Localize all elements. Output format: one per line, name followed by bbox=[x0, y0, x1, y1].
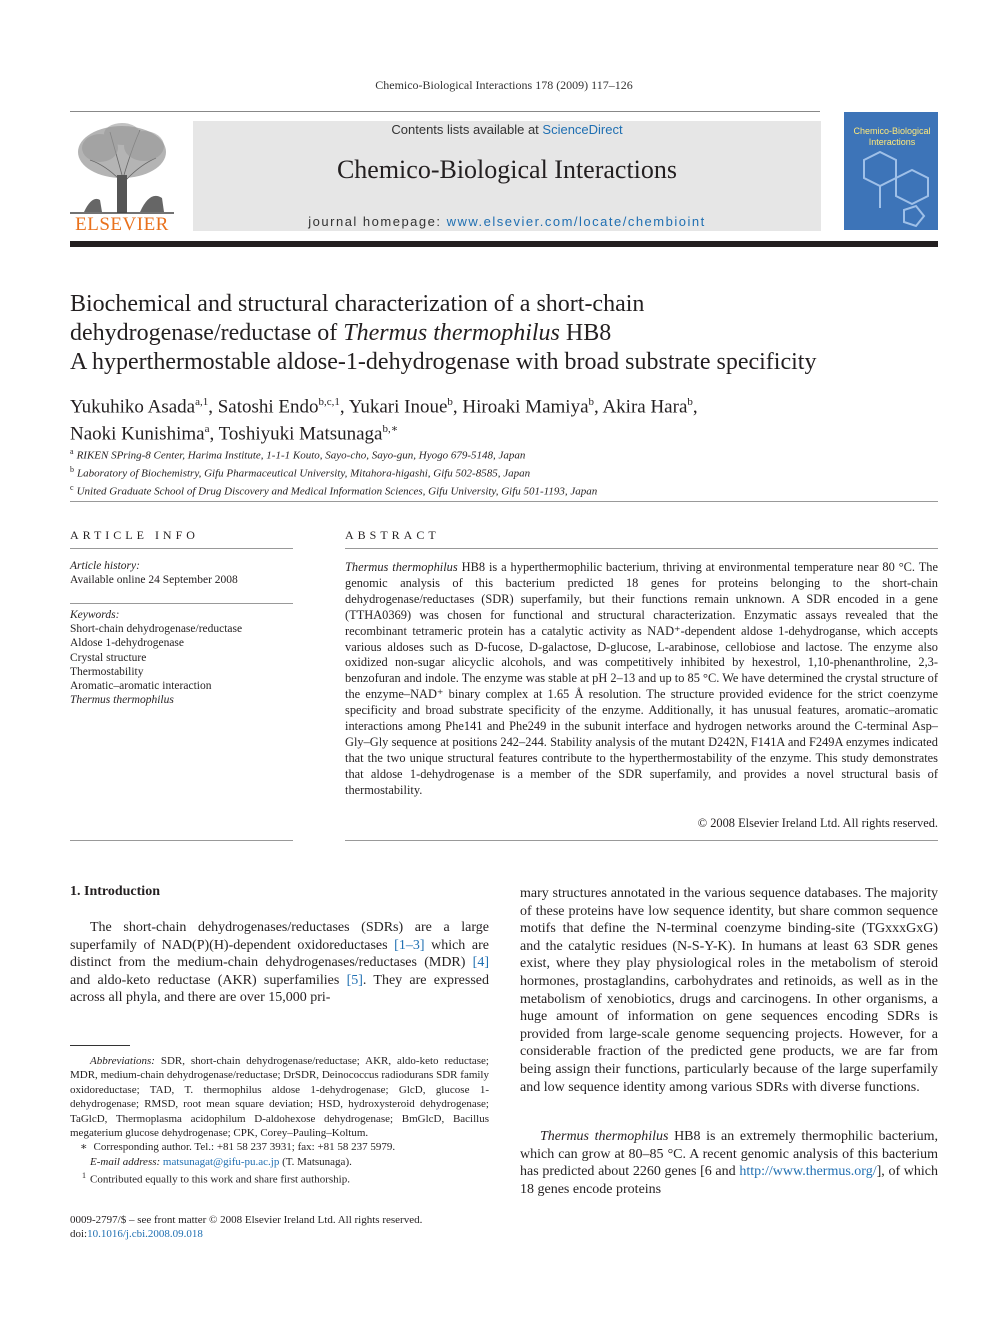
section-heading: 1. Introduction bbox=[70, 884, 160, 899]
header-thick-rule bbox=[70, 241, 938, 247]
doi-link[interactable]: 10.1016/j.cbi.2008.09.018 bbox=[87, 1228, 203, 1241]
affiliation-text: RIKEN SPring-8 Center, Harima Institute, 1-1-1 Kouto, Sayo-cho, Sayo-gun, Hyogo 679-5148, Japan bbox=[76, 449, 526, 462]
title-line-2 bbox=[70, 319, 950, 348]
abstract-species: Thermus thermophilus bbox=[345, 560, 458, 574]
abstract-body bbox=[345, 560, 938, 799]
doi-label: doi: bbox=[70, 1228, 88, 1241]
contrib-note bbox=[70, 1169, 489, 1187]
thermus-link[interactable]: http://www.thermus.org/ bbox=[739, 1164, 877, 1180]
text: The short-chain dehydrogenases/reductases (SDRs) are a large superfamily of NAD(P)(H)-dependent oxidoreductases bbox=[70, 920, 489, 953]
front-matter-text: 0009-2797/$ – see front matter © 2008 Elsevier Ireland Ltd. All rights reserved. bbox=[70, 1214, 423, 1226]
email-link[interactable]: matsunagat@gifu-pu.ac.jp bbox=[162, 1155, 280, 1168]
author-name[interactable]: Toshiyuki Matsunaga bbox=[218, 423, 383, 445]
article-info-heading: ARTICLE INFO bbox=[70, 528, 199, 542]
author-sep: , bbox=[594, 396, 603, 418]
affiliations bbox=[70, 445, 950, 499]
journal-title: Chemico-Biological Interactions bbox=[336, 155, 678, 184]
article-title bbox=[70, 290, 950, 377]
keyword: Thermostability bbox=[70, 665, 144, 678]
journal-citation: Chemico-Biological Interactions 178 (2009) 117–126 bbox=[375, 78, 633, 92]
species-name: Thermus thermophilus bbox=[540, 1129, 669, 1144]
author-name[interactable]: Yukuhiko Asada bbox=[70, 396, 196, 418]
author-line-1 bbox=[70, 391, 950, 418]
corresponding-note bbox=[70, 1140, 489, 1154]
homepage-prefix: journal homepage: bbox=[308, 214, 447, 229]
author-sep: , bbox=[452, 396, 463, 418]
cover-title: Chemico-Biological Interactions bbox=[853, 126, 931, 147]
divider bbox=[70, 603, 293, 604]
molecule-icon bbox=[844, 150, 938, 230]
author-name[interactable]: Hiroaki Mamiya bbox=[462, 396, 589, 418]
author-sup[interactable]: a,1 bbox=[195, 396, 209, 408]
tree-icon bbox=[70, 120, 174, 215]
intro-paragraph-right bbox=[520, 885, 938, 1096]
divider bbox=[70, 501, 938, 502]
keyword: Thermus thermophilus bbox=[70, 694, 174, 707]
reference-link[interactable]: [1–3] bbox=[394, 937, 425, 953]
article-history bbox=[70, 559, 293, 587]
text: HB8 is an extremely thermophilic bacterium, which can grow at 80–85 °C. A recent genomic analysis of this bacterium has predicted about 2260 genes [6 and bbox=[520, 1129, 938, 1180]
contents-prefix: Contents lists available at bbox=[391, 122, 543, 137]
abbrev-label: Abbreviations: bbox=[90, 1055, 155, 1067]
reference-link[interactable]: [4] bbox=[472, 955, 489, 971]
header-rule bbox=[70, 111, 820, 112]
affiliation-text: Laboratory of Biochemistry, Gifu Pharmaceutical University, Mitahora-higashi, Gifu 502-8585, Japan bbox=[77, 467, 531, 480]
contents-line bbox=[193, 122, 821, 137]
keywords bbox=[70, 608, 293, 707]
abstract-text: HB8 is a hyperthermophilic bacterium, thriving at environmental temperature near 80 °C. The genomic analysis of this bacterium predicted 18 genes for proteins belonging to the short-chain dehydrogenase/reductases (SDR) superfamily, but their functions remain unknown. A SDR encoded in a gene (TTHA0369) was chosen for functional and structural characterization. Enzymatic assays revealed that the recombinant tetrameric protein has a catalytic activity as NAD⁺-dependent aldose 1-dehydroganse, which accepts various aldoses such as D-fucose, D-galactose, D-glucose, L-arabinose, cellobiose and lactose. The enzyme also oxidized non-sugar alicyclic alcohols, and was competitively inhibited by hexestrol, 1,10-phenanthroline, 2,3-benzofuran and indole. The enzyme was stable at pH 2–13 and up to 85 °C. We have determined the crystal structure of the enzyme–NAD⁺ binary complex at 1.65 Å resolution. The structure provided evidence for the strict coenzyme specificity and broad substrate specificity of the enzyme. Additionally, it has unusual features, aromatic–aromatic interactions among Phe141 and Phe249 in the subunit interface and hydrogen networks around the C-terminal Asp–Gly–Gly sequence at positions 242–244. Stability analysis of the mutant D242N, F141A and F249A enzymes indicated that the two unique structural features contribute to the hyperthermostability of the enzyme. This study demonstrates that aldose 1-dehydrogenase is a member of the SDR superfamily, and provides a novel structural basis of thermostability. bbox=[345, 560, 938, 797]
author-name[interactable]: Yukari Inoue bbox=[348, 396, 448, 418]
author-sup[interactable]: b,∗ bbox=[382, 423, 399, 436]
footnotes bbox=[70, 1054, 489, 1187]
author-sup[interactable]: b bbox=[588, 396, 594, 408]
reference-link[interactable]: [5] bbox=[346, 972, 363, 988]
abstract-heading: ABSTRACT bbox=[345, 528, 440, 542]
keyword: Short-chain dehydrogenase/reductase bbox=[70, 623, 243, 636]
keyword: Crystal structure bbox=[70, 651, 147, 664]
keyword: Aromatic–aromatic interaction bbox=[70, 680, 212, 693]
text: mary structures annotated in the various sequence databases. The majority of these proteins have low sequence identity, but share common sequence motifs that define the N-terminal coenzyme binding-site (TGxxxGxG) and the catalytic residues (N-S-Y-K). In humans at least 63 SDR genes exist, where they play physiological roles in the metabolism of steroid hormones, prostaglandins, carbohydrates and retinoids, as well as in the metabolism of xenobiotics, drugs and carcinogens. In other organisms, a huge amount of information on gene sequences encoding SDRs is provided from large-scale genome sequencing projects. However, for a considerable fraction of the predicted gene products, we are far from being assign their functions, particularly because of the large superfamily and low sequence identity among various SDRs with diverse functions. bbox=[520, 886, 938, 1095]
email-suffix: (T. Matsunaga). bbox=[279, 1155, 352, 1168]
publisher-logo-text: ELSEVIER bbox=[75, 214, 169, 235]
abbreviations bbox=[70, 1054, 489, 1140]
history-label: Article history: bbox=[70, 560, 140, 572]
affiliation-sup: a bbox=[70, 447, 74, 456]
title-line-2-pre: dehydrogenase/reductase of bbox=[70, 320, 344, 346]
title-line-2-post: HB8 bbox=[559, 320, 612, 346]
text: which are distinct from the medium-chain dehydrogenases/reductases (MDR) bbox=[70, 937, 489, 971]
intro-paragraph-right-2 bbox=[520, 1128, 938, 1198]
doi-line bbox=[70, 1227, 500, 1241]
author-name[interactable]: Akira Hara bbox=[602, 396, 688, 418]
affiliation-sup: c bbox=[70, 483, 74, 493]
intro-paragraph bbox=[70, 919, 489, 1007]
email-label: E-mail address: bbox=[90, 1155, 161, 1168]
abstract-copyright: © 2008 Elsevier Ireland Ltd. All rights reserved. bbox=[697, 816, 938, 830]
divider bbox=[70, 840, 293, 841]
author-sep: , bbox=[339, 396, 349, 418]
footnote-mark: 1 bbox=[82, 1171, 86, 1181]
history-value: Available online 24 September 2008 bbox=[70, 574, 238, 587]
keyword: Aldose 1-dehydrogenase bbox=[70, 637, 185, 650]
author-name[interactable]: Naoki Kunishima bbox=[70, 423, 205, 445]
text: ], of which 18 genes encode proteins bbox=[520, 1164, 938, 1197]
keywords-label: Keywords: bbox=[70, 609, 120, 621]
author-sep: , bbox=[692, 396, 698, 418]
author-sep: , bbox=[209, 423, 219, 445]
affiliation bbox=[70, 463, 950, 481]
divider bbox=[345, 840, 938, 841]
footnote-rule bbox=[70, 1045, 130, 1046]
author-list bbox=[70, 391, 950, 446]
author-name[interactable]: Satoshi Endo bbox=[217, 396, 319, 418]
contrib-text: Contributed equally to this work and share first authorship. bbox=[90, 1173, 350, 1186]
abbrev-text: SDR, short-chain dehydrogenase/reductase; AKR, aldo-keto reductase; MDR, medium-chain dehydrogenase/reductase; DrSDR, Deinococcus radiodurans SDR family oxidoreductase; TAD, T. thermophilus aldose 1-dehydrogenase; GlcD, glucose 1-dehydrogenase; RMSD, root mean square deviation; HSD, hydroxysteroid dehydrogenase; TaGlcD, Thermoplasma acidophilum D-aldohexose dehydrogenase; BmGlcD, Bacillus megaterium glucose dehydrogenase; CPK, Corey–Pauling–Koltum. bbox=[70, 1055, 489, 1140]
text: and aldo-keto reductase (AKR) superfamilies bbox=[70, 972, 347, 988]
affiliation bbox=[70, 481, 950, 499]
affiliation-text: United Graduate School of Drug Discovery and Medical Information Sciences, Gifu University, Gifu 501-1193, Japan bbox=[76, 485, 598, 498]
title-species: Thermus thermophilus bbox=[343, 320, 560, 346]
journal-cover bbox=[844, 112, 938, 230]
affiliation bbox=[70, 445, 950, 463]
author-sup[interactable]: b,c,1 bbox=[318, 396, 340, 408]
email-note bbox=[70, 1155, 489, 1169]
journal-homepage bbox=[193, 214, 821, 229]
divider bbox=[345, 548, 938, 549]
author-sup[interactable]: b bbox=[447, 396, 453, 408]
text: . They are expressed across all phyla, and there are over 15,000 pri- bbox=[70, 972, 489, 1006]
homepage-link[interactable]: www.elsevier.com/locate/chembioint bbox=[446, 214, 706, 229]
title-line-1: Biochemical and structural characterization of a short-chain bbox=[70, 291, 645, 317]
author-sep: , bbox=[208, 396, 218, 418]
asterisk-icon: ∗ bbox=[80, 1141, 88, 1154]
front-matter bbox=[70, 1213, 500, 1242]
corresponding-text: Corresponding author. Tel.: +81 58 237 3931; fax: +81 58 237 5979. bbox=[93, 1141, 396, 1154]
author-line-2 bbox=[70, 418, 950, 445]
affiliation-sup: b bbox=[70, 465, 74, 475]
author-sup[interactable]: a bbox=[204, 423, 210, 436]
sciencedirect-link[interactable]: ScienceDirect bbox=[542, 122, 623, 137]
divider bbox=[70, 548, 293, 549]
author-sup[interactable]: b bbox=[687, 396, 693, 408]
title-line-3: A hyperthermostable aldose-1-dehydrogenase with broad substrate specificity bbox=[70, 349, 817, 375]
